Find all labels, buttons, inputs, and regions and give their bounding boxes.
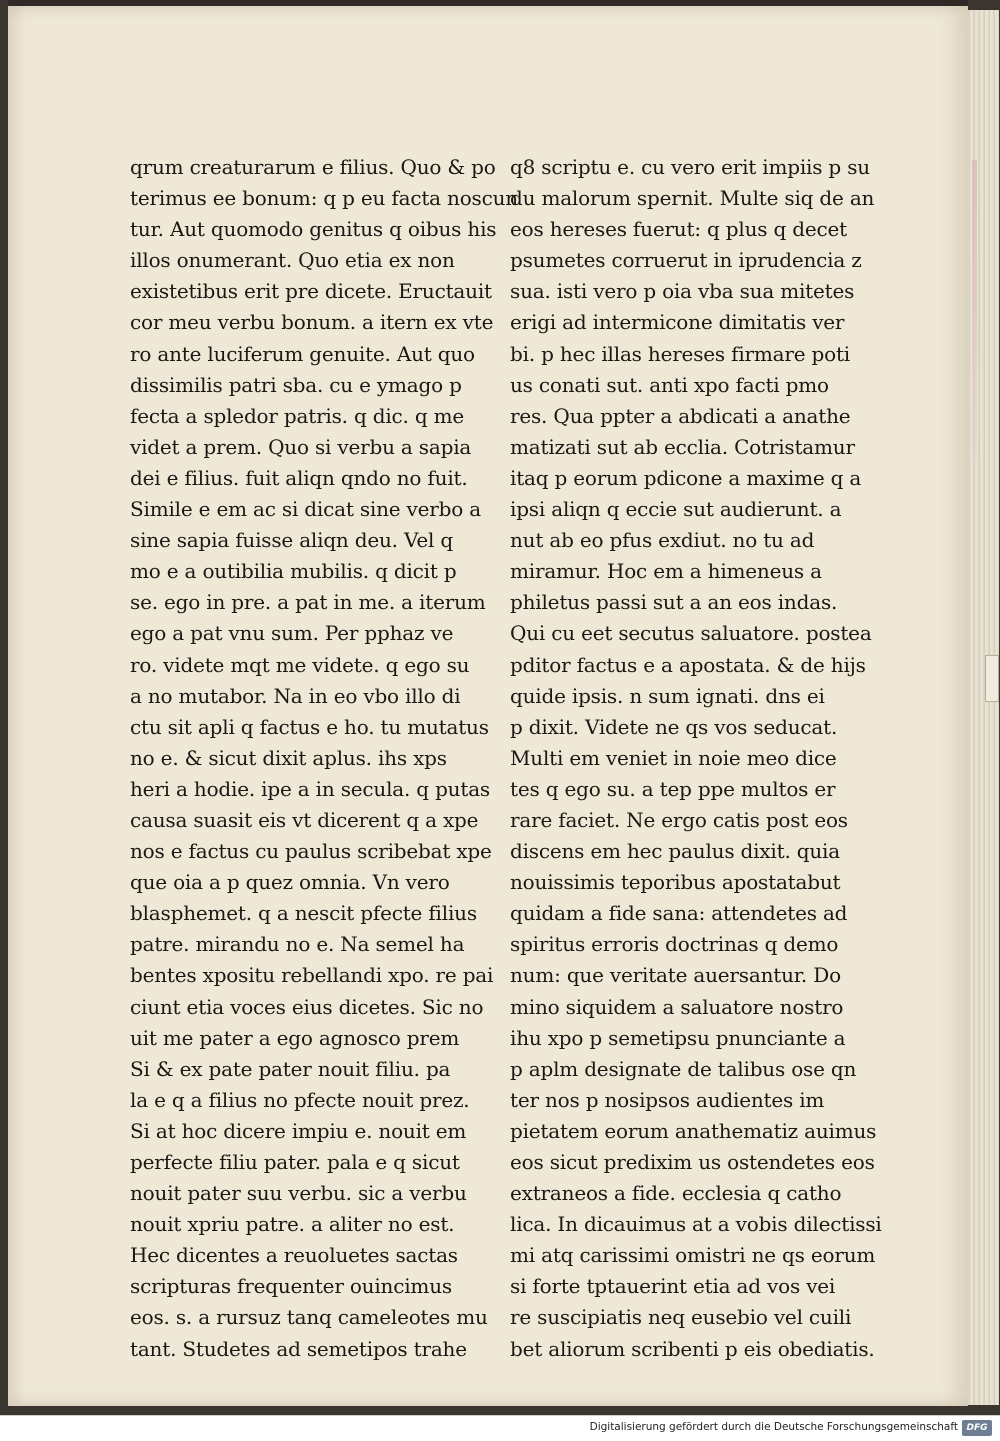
text-line: blasphemet. q a nescit pfecte filius: [130, 901, 477, 926]
text-line: que oia a p quez omnia. Vn vero: [130, 870, 450, 895]
text-line: eos. s. a rursuz tanq cameleotes mu: [130, 1305, 488, 1330]
text-line: existetibus erit pre dicete. Eructauit: [130, 279, 492, 304]
text-line: ro ante luciferum genuite. Aut quo: [130, 341, 475, 366]
text-line: pditor factus e a apostata. & de hijs: [510, 652, 866, 677]
text-line: Si at hoc dicere impiu e. nouit em: [130, 1118, 467, 1143]
text-line: perfecte filiu pater. pala e q sicut: [130, 1150, 460, 1174]
text-line: eos sicut predixim us ostendetes eos: [510, 1150, 875, 1174]
right-text-column: [510, 152, 882, 1365]
text-line: eos hereses fuerut: q plus q decet: [510, 217, 847, 242]
text-line: bet aliorum scribenti p eis obediatis.: [510, 1336, 875, 1361]
text-line: Multi em veniet in noie meo dice: [510, 745, 837, 770]
text-line: pietatem eorum anathematiz auimus: [510, 1118, 877, 1143]
text-line: quidam a fide sana: attendetes ad: [510, 901, 848, 926]
text-line: uit me pater a ego agnosco prem: [130, 1025, 460, 1050]
text-line: discens em hec paulus dixit. quia: [510, 839, 840, 864]
text-line: us conati sut. anti xpo facti pmo: [510, 372, 829, 397]
text-line: ihu xpo p semetipsu pnunciante a: [510, 1025, 846, 1050]
text-line: dissimilis patri sba. cu e ymago p: [130, 372, 462, 397]
text-line: p aplm designate de talibus ose qn: [510, 1056, 857, 1081]
text-line: quide ipsis. n sum ignati. dns ei: [510, 683, 825, 708]
text-line: se. ego in pre. a pat in me. a iterum: [130, 590, 486, 615]
text-line: ipsi aliqn q eccie sut audierunt. a: [510, 497, 842, 522]
text-line: nouissimis teporibus apostatabut: [510, 870, 841, 895]
text-line: Simile e em ac si dicat sine verbo a: [130, 497, 481, 522]
text-line: patre. mirandu no e. Na semel ha: [130, 932, 465, 957]
text-line: fecta a spledor patris. q dic. q me: [130, 403, 465, 428]
dfg-logo: DFG: [962, 1420, 992, 1436]
text-line: erigi ad intermicone dimitatis ver: [510, 310, 845, 335]
text-line: du malorum spernit. Multe siq de an: [510, 186, 875, 211]
text-line: p dixit. Videte ne qs vos seducat.: [510, 714, 838, 739]
text-line: qrum creaturarum e filius. Quo & po: [130, 155, 496, 179]
text-line: ro. videte mqt me videte. q ego su: [130, 652, 470, 677]
text-line: illos onumerant. Quo etia ex non: [130, 248, 455, 273]
footer-credit: Digitalisierung gefördert durch die Deutsche Forschungsgemeinschaft: [589, 1421, 958, 1433]
text-line: ter nos p nosipsos audientes im: [510, 1087, 825, 1112]
page-edge-tab: [985, 655, 999, 702]
text-line: no e. & sicut dixit aplus. ihs xps: [130, 745, 447, 770]
text-line: dei e filius. fuit aliqn qndo no fuit.: [130, 465, 468, 490]
text-line: sine sapia fuisse aliqn deu. Vel q: [130, 528, 453, 553]
text-line: heri a hodie. ipe a in secula. q putas: [130, 776, 490, 801]
text-line: mo e a outibilia mubilis. q dicit p: [130, 559, 457, 584]
text-line: res. Qua ppter a abdicati a anathe: [510, 403, 851, 428]
text-line: rare faciet. Ne ergo catis post eos: [510, 807, 848, 832]
text-line: tur. Aut quomodo genitus q oibus his: [130, 217, 497, 242]
text-line: tes q ego su. a tep ppe multos er: [510, 776, 836, 801]
footer-bar: [0, 1415, 1000, 1441]
text-line: mino siquidem a saluatore nostro: [510, 994, 844, 1019]
text-line: bi. p hec illas hereses firmare poti: [510, 341, 850, 366]
text-line: a no mutabor. Na in eo vbo illo di: [130, 683, 461, 708]
text-line: philetus passi sut a an eos indas.: [510, 590, 838, 615]
text-line: q8 scriptu e. cu vero erit impiis p su: [510, 155, 870, 179]
text-line: num: que veritate auersantur. Do: [510, 963, 841, 988]
left-text-column: [130, 152, 518, 1365]
text-line: itaq p eorum pdicone a maxime q a: [510, 465, 862, 490]
text-line: miramur. Hoc em a himeneus a: [510, 559, 822, 584]
text-line: psumetes corruerut in iprudencia z: [510, 248, 862, 273]
text-line: extraneos a fide. ecclesia q catho: [510, 1181, 842, 1206]
text-line: nos e factus cu paulus scribebat xpe: [130, 839, 492, 864]
text-line: lica. In dicauimus at a vobis dilectissi: [510, 1212, 882, 1237]
text-line: Si & ex pate pater nouit filiu. pa: [130, 1056, 451, 1081]
text-line: matizati sut ab ecclia. Cotristamur: [510, 434, 855, 459]
text-line: ciunt etia voces eius dicetes. Sic no: [130, 994, 484, 1019]
text-line: ctu sit apli q factus e ho. tu mutatus: [130, 714, 489, 739]
text-line: terimus ee bonum: q p eu facta noscun: [130, 186, 518, 211]
text-line: ego a pat vnu sum. Per pphaz ve: [130, 621, 454, 646]
text-line: Qui cu eet secutus saluatore. postea: [510, 621, 872, 646]
text-line: re suscipiatis neq eusebio vel cuili: [510, 1305, 852, 1330]
text-line: si forte tptauerint etia ad vos vei: [510, 1274, 836, 1299]
text-line: cor meu verbu bonum. a itern ex vte: [130, 310, 494, 335]
text-line: la e q a filius no pfecte nouit prez.: [130, 1087, 470, 1112]
text-line: scripturas frequenter ouincimus: [130, 1274, 452, 1299]
text-line: causa suasit eis vt dicerent q a xpe: [130, 807, 479, 832]
text-line: mi atq carissimi omistri ne qs eorum: [510, 1243, 876, 1268]
text-line: Hec dicentes a reuoluetes sactas: [130, 1243, 458, 1268]
text-line: nouit pater suu verbu. sic a verbu: [130, 1181, 467, 1206]
text-line: tant. Studetes ad semetipos trahe: [130, 1336, 467, 1361]
text-line: sua. isti vero p oia vba sua mitetes: [510, 279, 855, 304]
text-line: bentes xpositu rebellandi xpo. re pai: [130, 963, 494, 988]
text-line: nouit xpriu patre. a aliter no est.: [130, 1212, 455, 1237]
text-line: nut ab eo pfus exdiut. no tu ad: [510, 528, 815, 553]
page-edge-mark: [972, 160, 977, 460]
text-line: spiritus erroris doctrinas q demo: [510, 932, 839, 957]
text-line: videt a prem. Quo si verbu a sapia: [130, 434, 472, 459]
